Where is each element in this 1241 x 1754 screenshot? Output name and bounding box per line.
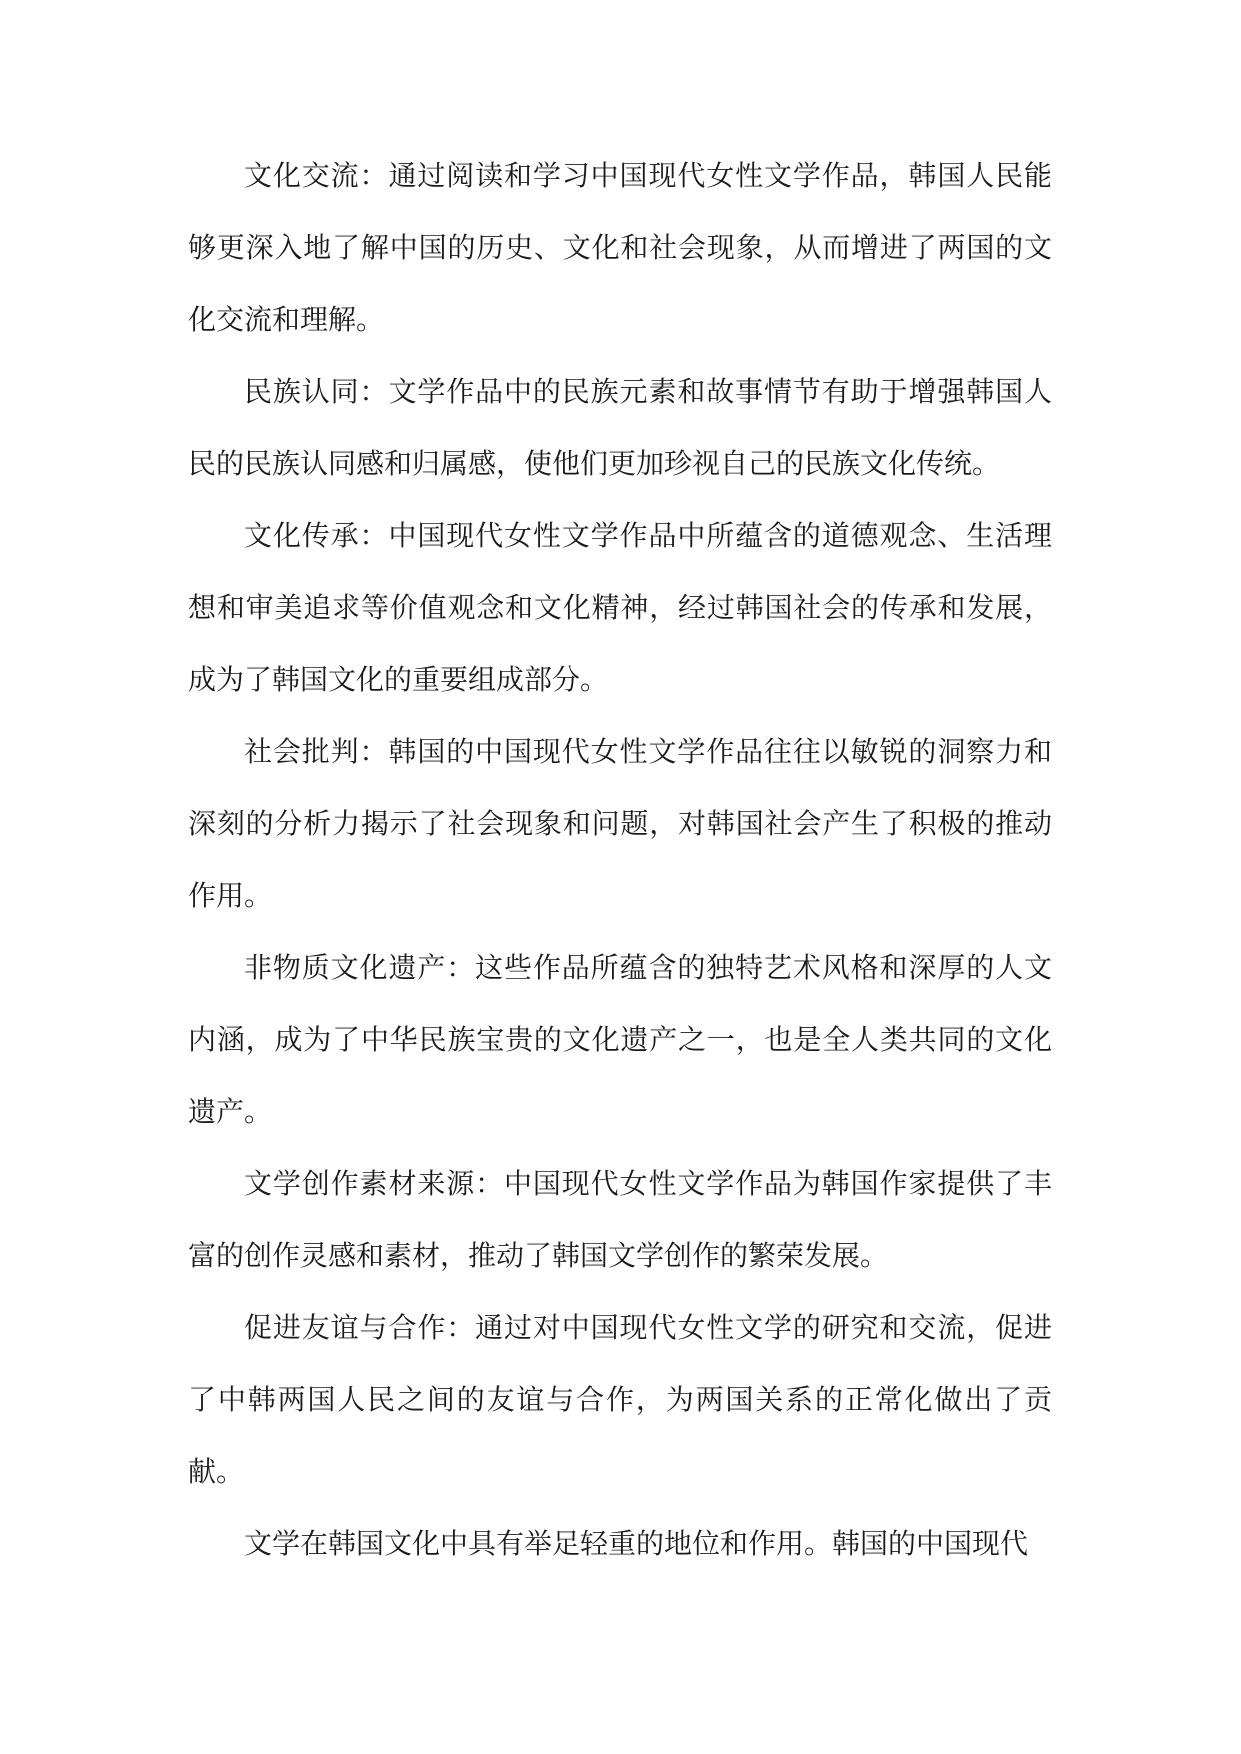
paragraph-creative-source: 文学创作素材来源：中国现代女性文学作品为韩国作家提供了丰富的创作灵感和素材，推动了韩国文学创作的繁荣发展。 <box>188 1167 1052 1272</box>
paragraph-cultural-heritage: 文化传承：中国现代女性文学作品中所蕴含的道德观念、生活理想和审美追求等价值观念和文化精神，经过韩国社会的传承和发展，成为了韩国文化的重要组成部分。 <box>188 519 1052 696</box>
paragraph-national-identity: 民族认同：文学作品中的民族元素和故事情节有助于增强韩国人民的民族认同感和归属感，使他们更加珍视自己的民族文化传统。 <box>188 375 1052 480</box>
paragraph-social-critique: 社会批判：韩国的中国现代女性文学作品往往以敏锐的洞察力和深刻的分析力揭示了社会现象和问题，对韩国社会产生了积极的推动作用。 <box>188 735 1052 912</box>
paragraph-friendship-cooperation: 促进友谊与合作：通过对中国现代女性文学的研究和交流，促进了中韩两国人民之间的友谊与合作，为两国关系的正常化做出了贡献。 <box>188 1311 1052 1488</box>
paragraph-literature-status: 文学在韩国文化中具有举足轻重的地位和作用。韩国的中国现代 <box>244 1527 1029 1560</box>
paragraph-cultural-exchange: 文化交流：通过阅读和学习中国现代女性文学作品，韩国人民能够更深入地了解中国的历史、文化和社会现象，从而增进了两国的文化交流和理解。 <box>188 159 1052 336</box>
document-body <box>188 140 1052 1580</box>
paragraph-intangible-heritage: 非物质文化遗产：这些作品所蕴含的独特艺术风格和深厚的人文内涵，成为了中华民族宝贵的文化遗产之一，也是全人类共同的文化遗产。 <box>188 951 1052 1128</box>
